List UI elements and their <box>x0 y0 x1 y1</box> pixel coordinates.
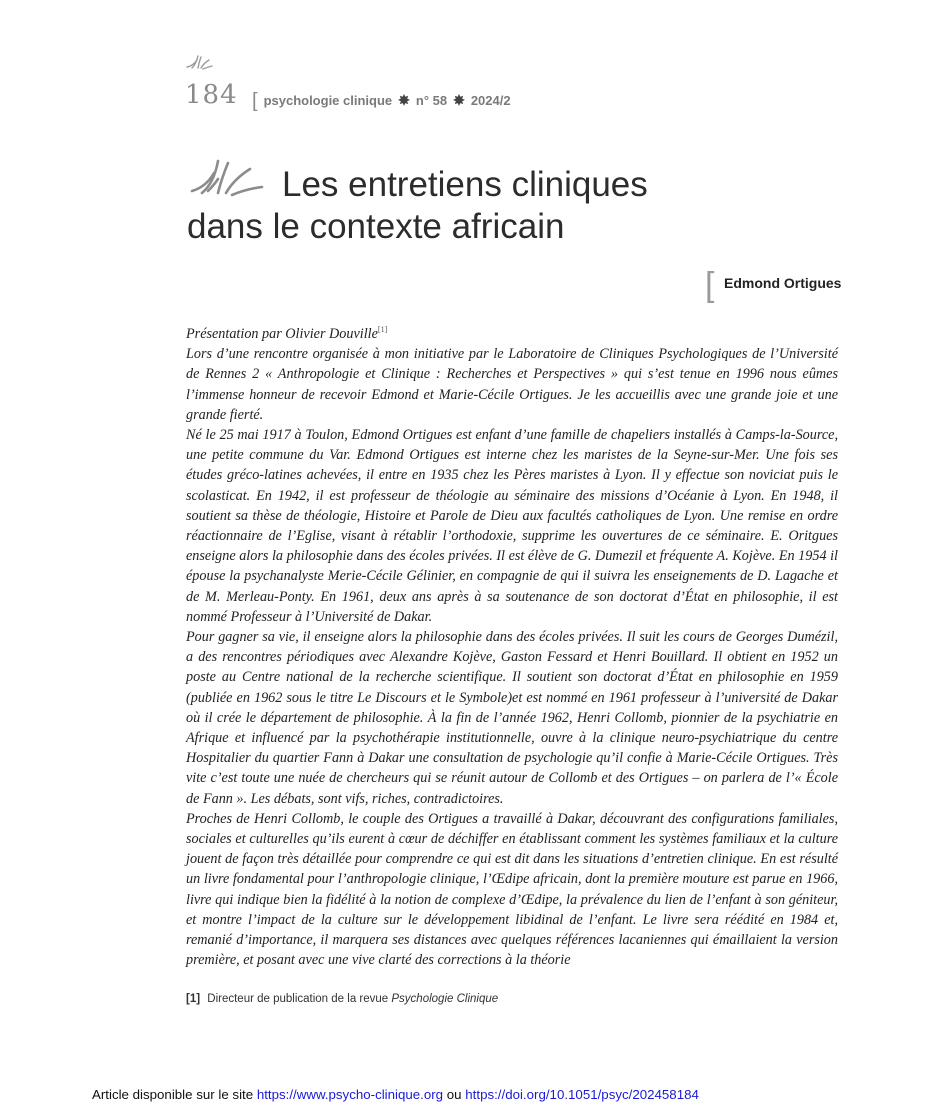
article-body <box>186 320 838 971</box>
availability-prefix: Article disponible sur le site <box>92 1087 254 1102</box>
journal-name: psychologie clinique <box>263 92 393 108</box>
paragraph: Lors d’une rencontre organisée à mon initiative par le Laboratoire de Cliniques Psychologiques de l’Université de Rennes 2 « Anthropologie et Clinique : Recherches et Perspectives » qui s’est tenue en 1996 nous eûmes l’immense honneur de recevoir Edmond et Marie-Cécile Ortigues. Je les accueillis avec une grande joie et une grande fierté. <box>186 346 838 423</box>
title-line-2: dans le contexte africain <box>187 207 565 246</box>
asterisk-star-icon: ✸ <box>398 91 410 108</box>
running-header <box>252 90 511 110</box>
availability-middle: ou <box>446 1087 462 1102</box>
title-line-1: Les entretiens cliniques <box>282 165 648 204</box>
issue-year: 2024/2 <box>470 92 511 108</box>
paragraph: Né le 25 mai 1917 à Toulon, Edmond Ortigues est enfant d’une famille de chapeliers installés à Camps-la-Source, une petite commune du Var. Edmond Ortigues est interne chez les maristes de la Seyne-sur-Mer. Une fois ses études gréco-latines achevées, il entre en 1935 chez les Pères maristes à Lyon. Il y effectue son noviciat puis le scolasticat. En 1942, il est professeur de théologie au séminaire des missions d’Océanie à Lyon. En 1948, il soutient sa thèse de théologie, Histoire et Parole de Dieu aux facultés catholiques de Lyon. Une remise en ordre réactionnaire de l’Eglise, visant à rétablir l’orthodoxie, supprime les ouvertures de ce séminaire. E. Oritgues enseigne alors la philosophie dans des écoles privées. Il est élève de G. Dumezil et fréquente A. Kojève. En 1954 il épouse la psychanalyste Merie-Cécile Gélinier, en compagnie de qui il suivra les enseignements de D. Lagache et de M. Merleau-Ponty. En 1961, deux ans après à sa soutenance de son doctorat d’État en philosophie, il est nommé Professeur à l’Université de Dakar. <box>186 427 838 625</box>
article-title <box>187 164 807 248</box>
footnote <box>186 993 498 1005</box>
journal-site-link[interactable]: https://www.psycho-clinique.org <box>256 1087 444 1102</box>
paragraph: Proches de Henri Collomb, le couple des Ortigues a travaillé à Dakar, découvrant des configurations familiales, sociales et culturelles qu’ils eurent à cœur de déchiffer en établissant comment les systèmes familiaux et la culture jouent de façon très détaillée pour comprendre ce qui est dit dans les situations d’entretien clinique. En est résulté un livre fondamental pour l’anthropologie clinique, l’Œdipe africain, dont la première mouture est parue en 1966, livre qui indique bien la fidélité à la notion de complexe d’Œdipe, la prévalence du lien de l’enfant à son géniteur, et montre l’impact de la culture sur le développement libidinal de l’enfant. Le livre sera réédité en 1984 et, remanié d’importance, il marquera ses distances avec quelques références lacaniennes qui émaillaient la version première, et posant avec une vive clarté des corrections à la théorie <box>186 810 838 969</box>
author-name: Edmond Ortigues <box>724 275 842 291</box>
footnote-reference[interactable]: [1] <box>377 325 388 334</box>
bracket-icon: [ <box>705 266 715 304</box>
paragraph: Pour gagner sa vie, il enseigne alors la philosophie dans des écoles privées. Il suit les cours de Georges Dumézil, a des rencontres périodiques avec Alexandre Kojève, Gaston Fessard et Henri Bouillard. Il obtient en 1952 un poste au Centre national de la recherche scientifique. Il soutient son doctorat d’État en philosophie en 1959 (publiée en 1962 sous le titre Le Discours et le Symbole)et est nommé en 1961 professeur à l’université de Dakar où il crée le département de philosophie. À la fin de l’année 1962, Henri Collomb, pionnier de la psychiatrie en Afrique et influencé par la psychothérapie institutionnelle, ouvre à la clinique neuro-psychiatrique du centre Hospitalier du quartier Fann à Dakar une consultation de psychologie qu’il confie à Marie-Cécile Ortigues. Très vite c’est toute une nuée de chercheurs qui se réunit autour de Collomb et des Ortigues – on parlera de l’« École de Fann ». Les débats, sont vifs, riches, contradictoires. <box>186 629 838 807</box>
leaf-ornament-icon <box>185 54 213 70</box>
availability-line <box>92 1087 699 1102</box>
bracket-icon: [ <box>252 90 258 112</box>
footnote-journal: Psychologie Clinique <box>391 993 499 1005</box>
footnote-text: Directeur de publication de la revue <box>207 993 389 1005</box>
presentation-text: Présentation par Olivier Douville <box>186 326 378 342</box>
footnote-number: [1] <box>186 993 201 1005</box>
presentation-line <box>186 320 838 344</box>
doi-link[interactable]: https://doi.org/10.1051/psyc/202458184 <box>465 1087 699 1102</box>
issue-number: n° 58 <box>415 92 448 108</box>
page-number: 184 <box>185 80 238 110</box>
asterisk-star-icon: ✸ <box>453 91 465 108</box>
